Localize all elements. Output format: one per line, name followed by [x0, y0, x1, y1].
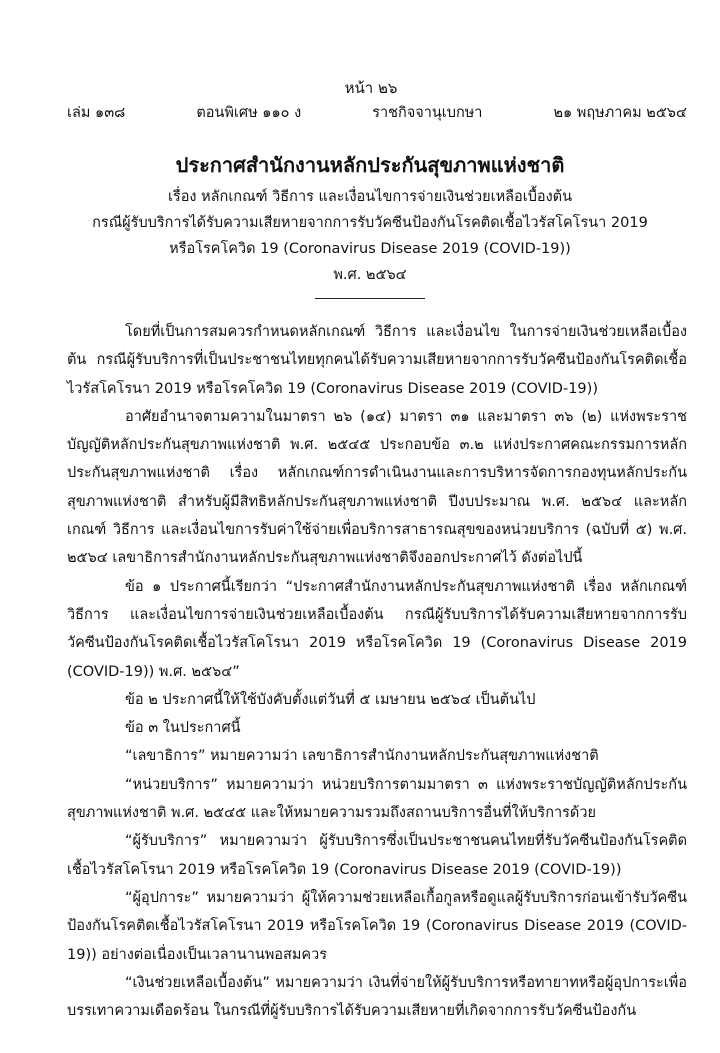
publication-date: ๒๑ พฤษภาคม ๒๕๖๔	[553, 105, 687, 121]
clause-2: ข้อ ๒ ประกาศนี้ให้ใช้บังคับตั้งแต่วันที่ ๕ เมษายน ๒๕๖๔ เป็นต้นไป	[125, 691, 536, 708]
authority-paragraph: อาศัยอำนาจตามความในมาตรา ๒๖ (๑๔) มาตรา ๓๑ และมาตรา ๓๖ (๒) แห่งพระราชบัญญัติหลักประกันสุขภาพแห่งชาติ พ.ศ. ๒๕๔๕ ประกอบข้อ ๓.๒ แห่งประกาศคณะกรรมการหลักประกันสุขภาพแห่งชาติ เรื่อง หลักเกณฑ์การดำเนินงานและการบริหารจัดการกองทุนหลักประกันสุขภาพแห่งชาติ สำหรับผู้มีสิทธิหลักประกันสุขภาพแห่งชาติ ปีงบประมาณ พ.ศ. ๒๕๖๔ และหลักเกณฑ์ วิธีการ และเงื่อนไขการรับค่าใช้จ่ายเพื่อบริการสาธารณสุขของหน่วยบริการ (ฉบับที่ ๕) พ.ศ. ๒๕๖๔ เลขาธิการสำนักงานหลักประกันสุขภาพแห่งชาติจึงออกประกาศไว้ ดังต่อไปนี้	[67, 408, 687, 567]
definition-service-recipient: “ผู้รับบริการ” หมายความว่า ผู้รับบริการซึ่งเป็นประชาชนคนไทยที่รับวัคซีนป้องกันโรคติดเชื้อไวรัสโคโรนา 2019 หรือโรคโควิด 19 (Coronavirus Disease 2019 (COVID-19))	[67, 833, 687, 878]
announcement-title-block	[40, 150, 700, 299]
preamble-paragraph: โดยที่เป็นการสมควรกำหนดหลักเกณฑ์ วิธีการ และเงื่อนไข ในการจ่ายเงินช่วยเหลือเบื้องต้น กรณีผู้รับบริการที่เป็นประชาชนไทยทุกคนได้รับความเสียหายจากการรับวัคซีนป้องกันโรคติดเชื้อไวรัสโคโรนา 2019 หรือโรคโควิด 19 (Coronavirus Disease 2019 (COVID-19))	[67, 324, 687, 397]
page-number: หน้า ๒๖	[344, 79, 398, 97]
subject-line-3: หรือโรคโควิด 19 (Coronavirus Disease 2019 (COVID-19))	[169, 241, 571, 257]
announcement-year: พ.ศ. ๒๕๖๔	[333, 267, 407, 283]
subject-line-2: กรณีผู้รับบริการได้รับความเสียหายจากการรับวัคซีนป้องกันโรคติดเชื้อไวรัสโคโรนา 2019	[92, 215, 648, 231]
definition-guardian: “ผู้อุปการะ” หมายความว่า ผู้ให้ความช่วยเหลือเกื้อกูลหรือดูแลผู้รับบริการก่อนเข้ารับวัคซีนป้องกันโรคติดเชื้อไวรัสโคโรนา 2019 หรือโรคโควิด 19 (Coronavirus Disease 2019 (COVID-19)) อย่างต่อเนื่องเป็นเวลานานพอสมควร	[67, 889, 687, 963]
clause-1: ข้อ ๑ ประกาศนี้เรียกว่า “ประกาศสำนักงานหลักประกันสุขภาพแห่งชาติ เรื่อง หลักเกณฑ์ วิธีการ และเงื่อนไขการจ่ายเงินช่วยเหลือเบื้องต้น กรณีผู้รับบริการได้รับความเสียหายจากการรับวัคซีนป้องกันโรคติดเชื้อไวรัสโคโรนา 2019 หรือโรคโควิด 19 (Coronavirus Disease 2019 (COVID-19)) พ.ศ. ๒๕๖๔”	[67, 578, 687, 680]
title-divider	[315, 298, 425, 299]
definition-secretary-general: “เลขาธิการ” หมายความว่า เลขาธิการสำนักงานหลักประกันสุขภาพแห่งชาติ	[125, 748, 599, 765]
publication-name: ราชกิจจานุเบกษา	[372, 105, 483, 121]
clause-3: ข้อ ๓ ในประกาศนี้	[125, 720, 241, 737]
announcement-body	[67, 318, 687, 1025]
issue-number: ตอนพิเศษ ๑๑๐ ง	[196, 105, 302, 121]
announcement-title: ประกาศสำนักงานหลักประกันสุขภาพแห่งชาติ	[175, 153, 565, 177]
subject-line-1: เรื่อง หลักเกณฑ์ วิธีการ และเงื่อนไขการจ่ายเงินช่วยเหลือเบื้องต้น	[167, 189, 573, 205]
definition-service-unit: “หน่วยบริการ” หมายความว่า หน่วยบริการตามมาตรา ๓ แห่งพระราชบัญญัติหลักประกันสุขภาพแห่งชาติ พ.ศ. ๒๕๔๕ และให้หมายความรวมถึงสถานบริการอื่นที่ให้บริการด้วย	[67, 776, 687, 822]
definition-initial-assistance: “เงินช่วยเหลือเบื้องต้น” หมายความว่า เงินที่จ่ายให้ผู้รับบริการหรือทายาทหรือผู้อุปการะเพื่อบรรเทาความเดือดร้อน ในกรณีที่ผู้รับบริการได้รับความเสียหายที่เกิดจากการรับวัคซีนป้องกัน	[67, 974, 687, 1020]
gazette-header	[67, 102, 687, 124]
volume-number: เล่ม ๑๓๘	[67, 105, 126, 121]
